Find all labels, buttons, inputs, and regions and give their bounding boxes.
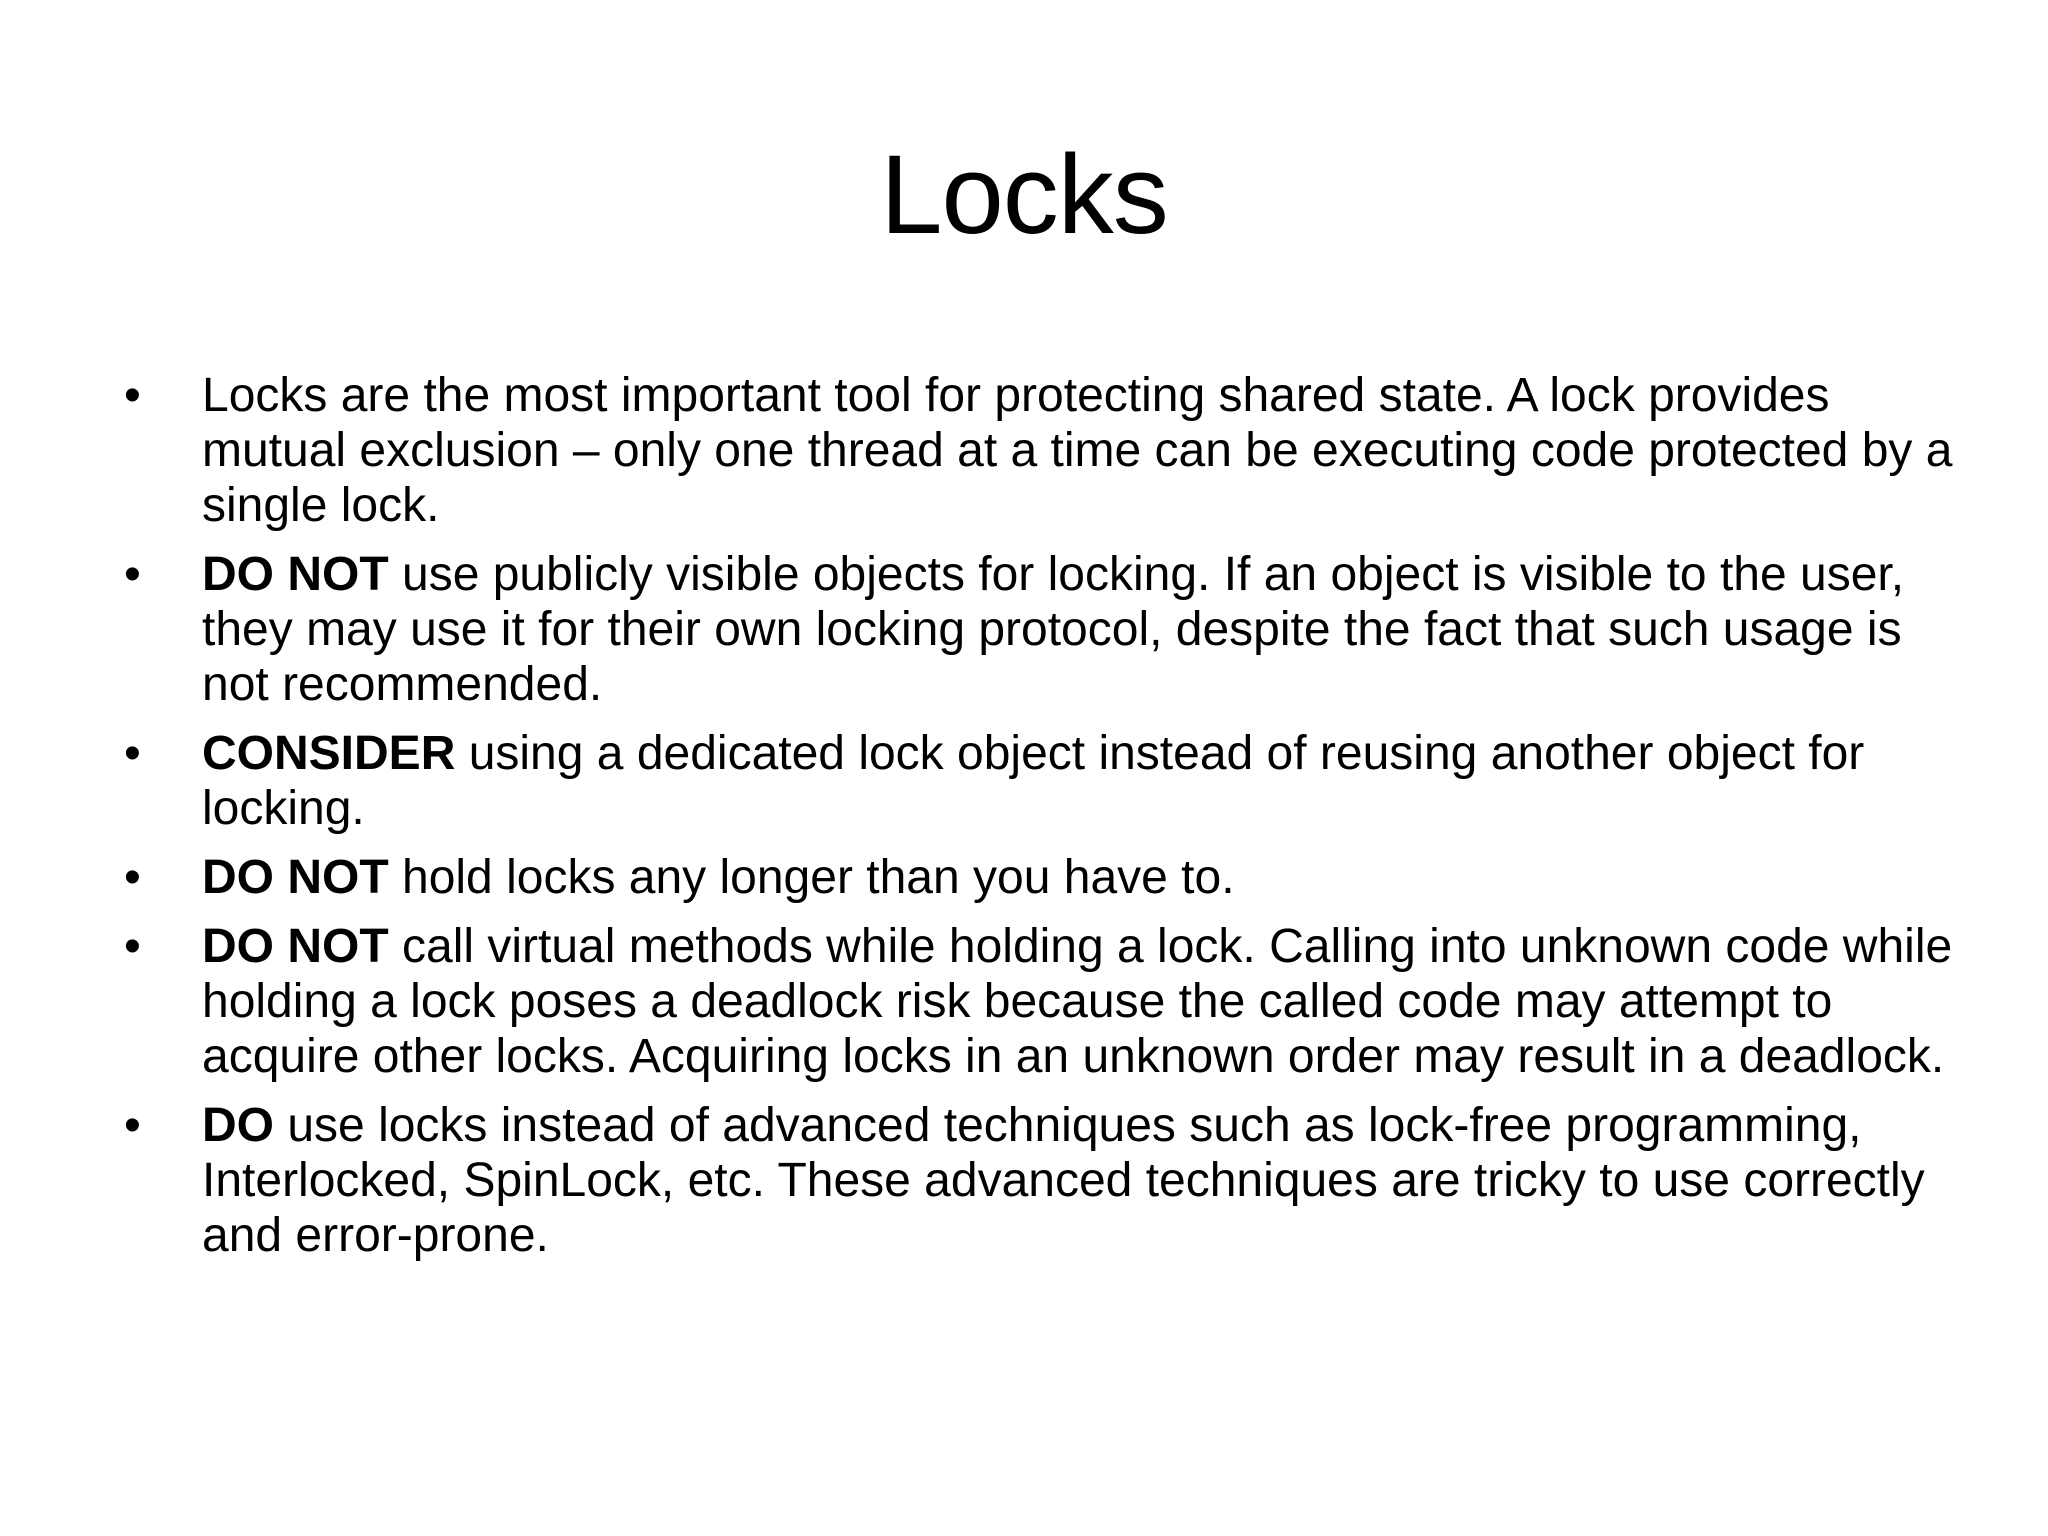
bullet-text: Locks are the most important tool for protecting shared state. A lock provides mutual exclusion – only one thread at a time can be executing code protected by a single lock. (202, 369, 1953, 532)
bullet-icon: • (124, 548, 141, 601)
bullet-lead: DO NOT (202, 851, 389, 904)
bullet-icon: • (124, 727, 141, 780)
bullet-lead: DO NOT (202, 548, 389, 601)
bullet-icon: • (124, 851, 141, 904)
bullet-icon: • (124, 369, 141, 422)
bullet-list (120, 368, 1970, 1277)
bullet-item (120, 368, 1970, 533)
bullet-text: call virtual methods while holding a lock. Calling into unknown code while holding a lock poses a deadlock risk because the called code may attempt to acquire other locks. Acquiring locks in an unknown order may result in a deadlock. (202, 920, 1953, 1083)
bullet-lead: CONSIDER (202, 727, 456, 780)
bullet-item (120, 726, 1970, 836)
bullet-item (120, 1098, 1970, 1263)
bullet-text: use locks instead of advanced techniques such as lock-free programming, Interlocked, SpinLock, etc. These advanced techniques are tricky to use correctly and error-prone. (202, 1099, 1925, 1262)
bullet-text: using a dedicated lock object instead of reusing another object for locking. (202, 727, 1865, 835)
bullet-lead: DO (202, 1099, 274, 1152)
bullet-text: use publicly visible objects for locking. If an object is visible to the user, they may use it for their own locking protocol, despite the fact that such usage is not recommended. (202, 548, 1905, 711)
bullet-item (120, 919, 1970, 1084)
bullet-lead: DO NOT (202, 920, 389, 973)
bullet-item (120, 850, 1970, 905)
bullet-icon: • (124, 920, 141, 973)
bullet-text: hold locks any longer than you have to. (388, 851, 1235, 904)
slide-title: Locks (880, 132, 1168, 257)
bullet-item (120, 547, 1970, 712)
bullet-icon: • (124, 1099, 141, 1152)
